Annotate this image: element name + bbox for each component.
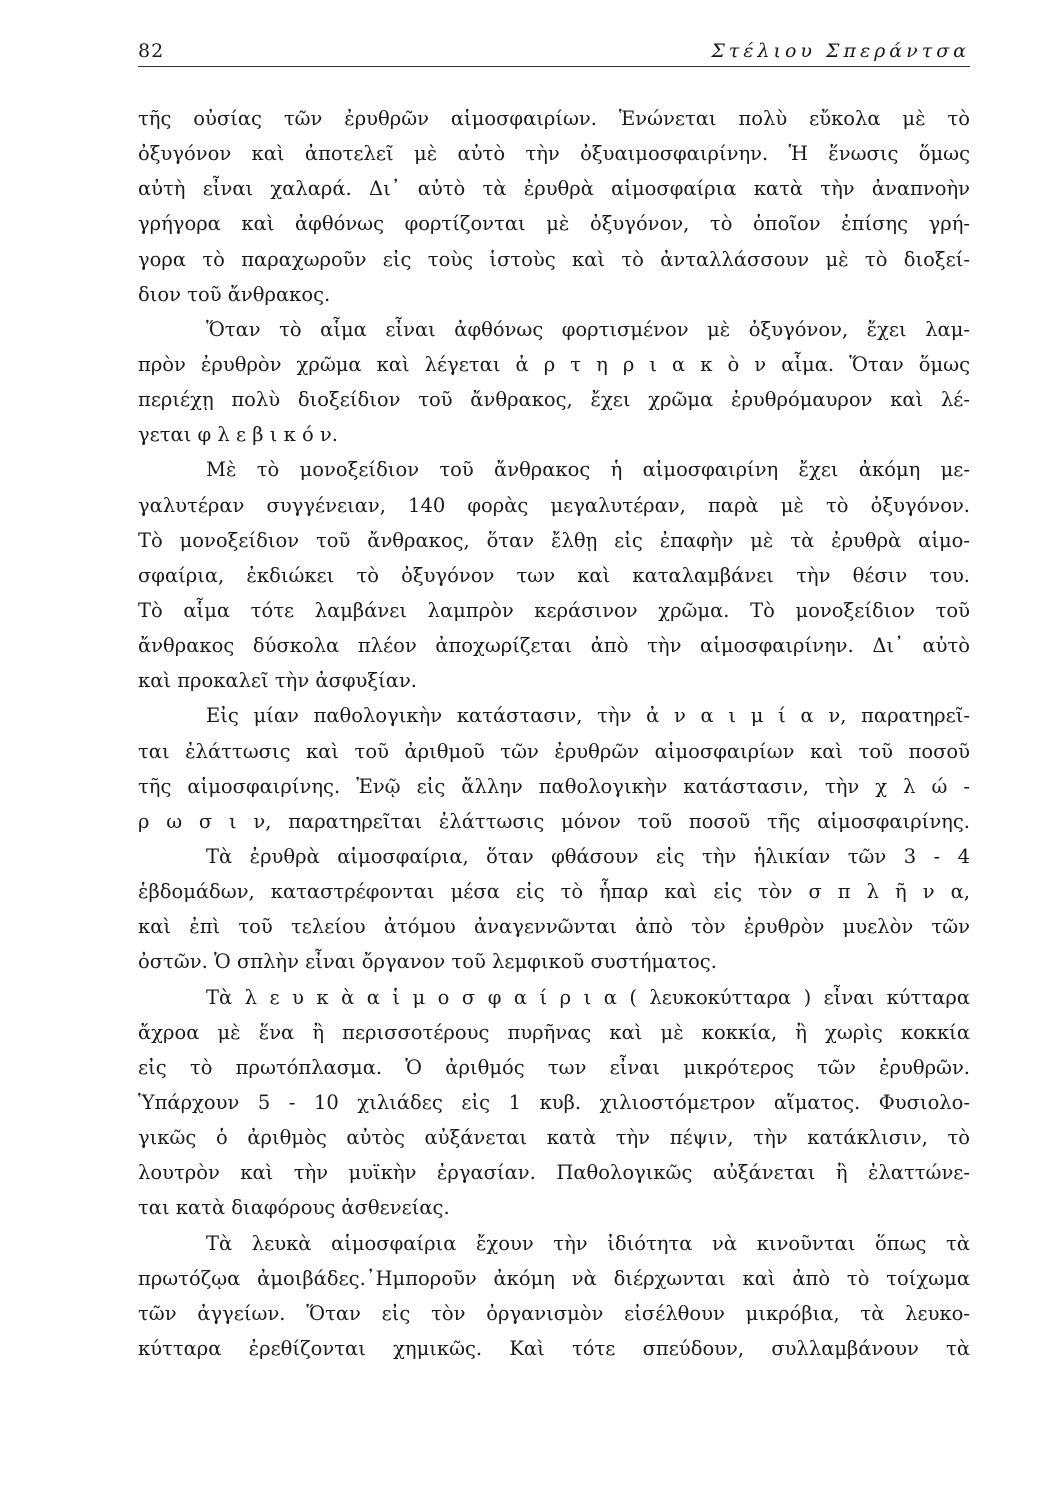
header-rule (138, 66, 970, 67)
text-line: Τὸ αἷμα τότε λαμβάνει λαμπρὸν κεράσινον χρῶμα. Τὸ μονοξείδιον τοῦ (138, 598, 970, 622)
text-line: τῆς αἱμοσφαιρίνης. Ἐνῷ εἰς ἄλλην παθολογικὴν κατάστασιν, τὴν χ λ ώ - (138, 774, 970, 798)
running-head: Στέλιου Σπεράντσα (711, 40, 970, 62)
text-line: πρὸν ἐρυθρὸν χρῶμα καὶ λέγεται ἀ ρ τ η ρ ι α κ ὸ ν αἷμα. Ὅταν ὅμως (138, 352, 970, 376)
text-line: γαλυτέραν συγγένειαν, 140 φορὰς μεγαλυτέραν, παρὰ μὲ τὸ ὀξυγόνον. (138, 493, 970, 517)
text-line: Ὑπάρχουν 5 - 10 χιλιάδες εἰς 1 κυβ. χιλιοστόμετρον αἵματος. Φυσιολο- (138, 1090, 970, 1114)
text-line: κύτταρα ἐρεθίζονται χημικῶς. Καὶ τότε σπεύδουν, συλλαμβάνουν τὰ (138, 1336, 970, 1360)
text-line: ἄνθρακος δύσκολα πλέον ἀποχωρίζεται ἀπὸ τὴν αἱμοσφαιρίνην. Δι᾽ αὐτὸ (138, 634, 970, 658)
text-line: ρ ω σ ι ν, παρατηρεῖται ἐλάττωσις μόνον τοῦ ποσοῦ τῆς αἱμοσφαιρίνης. (138, 809, 970, 833)
text-line: Τὰ λευκὰ αἱμοσφαίρια ἔχουν τὴν ἰδιότητα νὰ κινοῦνται ὅπως τὰ (206, 1231, 970, 1255)
text-line: γεται φ λ ε β ι κ ό ν. (138, 423, 338, 447)
text-line: Τὰ λ ε υ κ ὰ α ἱ μ ο σ φ α ί ρ ι α ( λευκοκύτταρα ) εἶναι κύτταρα (206, 985, 970, 1009)
text-line: Τὰ ἐρυθρὰ αἱμοσφαίρια, ὅταν φθάσουν εἰς τὴν ἡλικίαν τῶν 3 - 4 (206, 844, 970, 868)
text-line: ται ἐλάττωσις καὶ τοῦ ἀριθμοῦ τῶν ἐρυθρῶν αἱμοσφαιρίων καὶ τοῦ ποσοῦ (138, 739, 970, 763)
text-line: Μὲ τὸ μονοξείδιον τοῦ ἄνθρακος ἡ αἱμοσφαιρίνη ἔχει ἀκόμη με- (206, 458, 970, 482)
text-line: καὶ προκαλεῖ τὴν ἀσφυξίαν. (138, 669, 417, 693)
text-line: σφαίρια, ἐκδιώκει τὸ ὀξυγόνον των καὶ καταλαμβάνει τὴν θέσιν του. (138, 563, 970, 587)
text-line: Ὅταν τὸ αἷμα εἶναι ἀφθόνως φορτισμένον μὲ ὀξυγόνον, ἔχει λαμ- (206, 317, 970, 341)
text-line: εἰς τὸ πρωτόπλασμα. Ὁ ἀριθμός των εἶναι μικρότερος τῶν ἐρυθρῶν. (138, 1055, 970, 1079)
text-line: Εἰς μίαν παθολογικὴν κατάστασιν, τὴν ἀ ν α ι μ ί α ν, παρατηρεῖ- (206, 704, 970, 728)
text-line: καὶ ἐπὶ τοῦ τελείου ἀτόμου ἀναγεννῶνται ἀπὸ τὸν ἐρυθρὸν μυελὸν τῶν (138, 915, 970, 939)
text-line: διον τοῦ ἄνθρακος. (138, 282, 331, 306)
text-line: περιέχῃ πολὺ διοξείδιον τοῦ ἄνθρακος, ἔχει χρῶμα ἐρυθρόμαυρον καὶ λέ- (138, 388, 970, 412)
text-line: γορα τὸ παραχωροῦν εἰς τοὺς ἱστοὺς καὶ τὸ ἀνταλλάσσουν μὲ τὸ διοξεί- (138, 247, 970, 271)
text-line: Τὸ μονοξείδιον τοῦ ἄνθρακος, ὅταν ἔλθῃ εἰς ἐπαφὴν μὲ τὰ ἐρυθρὰ αἱμο- (138, 528, 970, 552)
body-text (138, 101, 970, 1366)
text-line: ται κατὰ διαφόρους ἀσθενείας. (138, 1196, 450, 1220)
text-line: αὐτὴ εἶναι χαλαρά. Δι᾽ αὐτὸ τὰ ἐρυθρὰ αἱμοσφαίρια κατὰ τὴν ἀναπνοὴν (138, 177, 970, 201)
text-line: ἑβδομάδων, καταστρέφονται μέσα εἰς τὸ ἧπαρ καὶ εἰς τὸν σ π λ ῆ ν α, (138, 880, 970, 904)
text-line: πρωτόζῳα ἀμοιβάδες.᾽Ημποροῦν ἀκόμη νὰ διέρχωνται καὶ ἀπὸ τὸ τοίχωμα (138, 1266, 970, 1290)
page-header (138, 36, 970, 66)
text-line: γρήγορα καὶ ἀφθόνως φορτίζονται μὲ ὀξυγόνον, τὸ ὁποῖον ἐπίσης γρή- (138, 212, 970, 236)
text-line: ὀστῶν. Ὁ σπλὴν εἶναι ὄργανον τοῦ λεμφικοῦ συστήματος. (138, 950, 717, 974)
text-line: γικῶς ὁ ἀριθμὸς αὐτὸς αὐξάνεται κατὰ τὴν πέψιν, τὴν κατάκλισιν, τὸ (138, 1126, 970, 1150)
text-line: λουτρὸν καὶ τὴν μυϊκὴν ἐργασίαν. Παθολογικῶς αὐξάνεται ἢ ἐλαττώνε- (138, 1161, 970, 1185)
page-number: 82 (138, 40, 165, 62)
text-line: ὀξυγόνον καὶ ἀποτελεῖ μὲ αὐτὸ τὴν ὀξυαιμοσφαιρίνην. Ἡ ἕνωσις ὅμως (138, 142, 970, 166)
text-line: ἄχροα μὲ ἕνα ἢ περισσοτέρους πυρῆνας καὶ μὲ κοκκία, ἢ χωρὶς κοκκία (138, 1020, 970, 1044)
text-line: τῶν ἀγγείων. Ὅταν εἰς τὸν ὀργανισμὸν εἰσέλθουν μικρόβια, τὰ λευκο- (138, 1301, 970, 1325)
text-line: τῆς οὐσίας τῶν ἐρυθρῶν αἱμοσφαιρίων. Ἑνώνεται πολὺ εὔκολα μὲ τὸ (138, 107, 970, 130)
